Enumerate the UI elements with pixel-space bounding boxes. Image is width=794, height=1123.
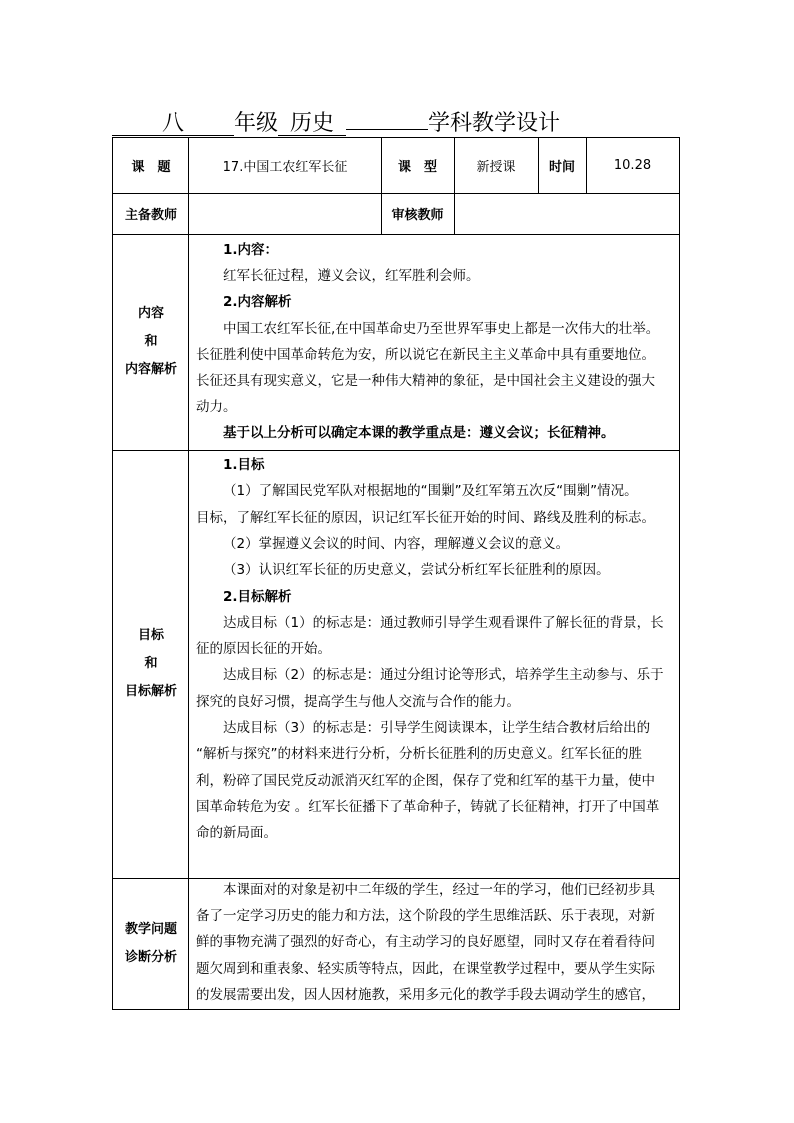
table-border-bottom [112, 1009, 680, 1010]
table-border-right [679, 137, 680, 1010]
time-value: 10.28 [613, 158, 652, 173]
body-line: 长征还具有现实意义，它是一种伟大精神的象征，是中国社会主义建设的强大 [196, 373, 655, 389]
body-line: 目标，了解红军长征的原因，识记红军长征开始的时间、路线及胜利的标志。 [196, 509, 655, 526]
body-line: 长征胜利使中国革命转危为安，所以说它在新民主主义革命中具有重要地位。 [196, 346, 655, 363]
body-line: 动力。 [196, 399, 237, 416]
body-line: 2.内容解析 [223, 294, 292, 311]
table-col-divider [538, 137, 539, 193]
time-label: 时间 [548, 160, 575, 175]
body-line: 达成目标（1）的标志是：通过教师引导学生观看课件了解长征的背景，长 [223, 614, 664, 631]
content-label-line: 内容 [137, 306, 164, 321]
body-line: 达成目标（2）的标志是：通过分组讨论等形式，培养学生主动参与、乐于 [223, 667, 664, 684]
body-line: 的发展需要出发，因人因材施教，采用多元化的教学手段去调动学生的感官， [196, 986, 655, 1003]
reviewer-label: 审核教师 [391, 208, 444, 223]
content-label-line: 和 [144, 334, 158, 349]
grade-suffix: 年级 [234, 111, 279, 136]
body-line: 探究的良好习惯，提高学生与他人交流与合作的能力。 [196, 693, 520, 710]
title-suffix: 学科教学设计 [428, 111, 561, 136]
type-value: 新授课 [476, 160, 516, 175]
subject-value: 历史 [278, 109, 346, 136]
content-section-label [113, 234, 189, 450]
body-line: 达成目标（3）的标志是：引导学生阅读课本，让学生结合教材后给出的 [223, 720, 651, 736]
table-border-left [112, 137, 113, 1010]
table-border-top [112, 137, 680, 138]
body-line: 鲜的事物充满了强烈的好奇心，有主动学习的良好愿望，同时又存在着看待问 [196, 934, 655, 951]
body-line: （3）认识红军长征的历史意义，尝试分析红军长征胜利的原因。 [223, 562, 610, 579]
body-line: 本课面对的对象是初中二年级的学生，经过一年的学习，他们已经初步具 [223, 882, 655, 898]
table-col-divider [188, 137, 189, 1010]
diagnosis-label-line: 诊断分析 [124, 950, 177, 965]
body-line: 2.目标解析 [223, 588, 292, 605]
main-teacher-value [189, 193, 381, 234]
goals-label-line: 目标 [137, 628, 164, 643]
table-col-divider [454, 137, 455, 234]
subject-blank [346, 103, 428, 130]
body-line: 征的原因长征的开始。 [196, 641, 331, 658]
table-col-divider [381, 137, 382, 234]
body-line: 中国工农红军长征,在中国革命史乃至世界军事史上都是一次伟大的壮举。 [223, 320, 660, 337]
grade-value: 八 [112, 109, 234, 136]
topic-value: 17.中国工农红军长征 [222, 160, 348, 175]
diagnosis-label-line: 教学问题 [124, 922, 177, 937]
body-line: 国革命转危为安 。红军长征播下了革命种子，铸就了长征精神，打开了中国革 [196, 798, 660, 815]
table-col-divider [586, 137, 587, 193]
body-line: “解析与探究”的材料来进行分析，分析长征胜利的历史意义。红军长征的胜 [196, 746, 642, 763]
body-line: 红军长征过程，遵义会议，红军胜利会师。 [223, 268, 480, 285]
body-line: 1.内容： [223, 242, 279, 258]
table-row-divider [112, 193, 680, 194]
body-line: （2）掌握遵义会议的时间、内容，理解遵义会议的意义。 [223, 535, 570, 552]
main-teacher-label: 主备教师 [124, 208, 177, 223]
goals-section-label [113, 450, 189, 878]
goals-label-line: 和 [144, 656, 158, 671]
table-row-divider [112, 234, 680, 235]
body-line: 1.目标 [223, 457, 265, 473]
body-line: 题欠周到和重表象、轻实质等特点，因此，在课堂教学过程中，要从学生实际 [196, 960, 655, 977]
table-row-divider [112, 450, 680, 451]
body-line: 基于以上分析可以确定本课的教学重点是：遵义会议；长征精神。 [223, 425, 615, 442]
table-row-divider [112, 878, 680, 879]
body-line: （1）了解国民党军队对根据地的“围剿”及红军第五次反“围剿”情况。 [223, 483, 638, 500]
document-title [112, 103, 682, 136]
type-label: 课 型 [397, 160, 437, 175]
body-line: 利，粉碎了国民党反动派消灭红军的企图，保存了党和红军的基干力量，使中 [196, 772, 655, 789]
topic-label: 课 题 [131, 160, 171, 175]
reviewer-value [454, 193, 679, 234]
body-line: 备了一定学习历史的能力和方法，这个阶段的学生思维活跃、乐于表现，对新 [196, 908, 655, 925]
diagnosis-section-label [113, 878, 189, 1010]
body-line: 命的新局面。 [196, 825, 277, 842]
content-label-line: 内容解析 [124, 362, 177, 377]
goals-label-line: 目标解析 [124, 684, 177, 699]
